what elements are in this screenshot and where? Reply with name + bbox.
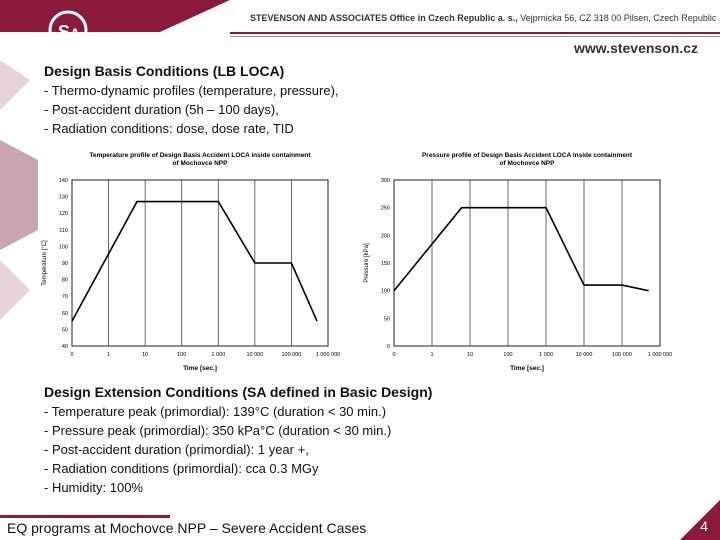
x-tick-label: 10 [142,352,149,358]
company-logo [44,8,106,56]
x-tick-label: 0 [70,352,74,358]
x-tick-label: 10 000 [246,352,264,358]
y-tick-label: 80 [61,277,68,284]
chart-subtitle: of Mochovce NPP [172,160,228,167]
y-tick-label: 120 [58,211,68,218]
section2-bullet: - Pressure peak (primordial): 350 kPa°C (duration < 30 min.) [44,423,392,438]
footer-text: EQ programs at Mochovce NPP – Severe Accident Cases [7,520,367,536]
x-tick-label: 100 000 [612,352,632,358]
x-tick-label: 1 000 [211,352,226,358]
header-rule [230,30,720,40]
y-tick-label: 150 [380,261,390,267]
x-tick-label: 100 [177,352,187,358]
x-tick-label: 100 000 [281,352,302,358]
y-tick-label: 110 [59,227,68,234]
y-tick-label: 0 [386,344,390,350]
section1-bullet: - Thermo-dynamic profiles (temperature, pressure), [44,83,339,98]
svg-text:S: S [58,22,71,42]
company-info [250,13,716,23]
section1-bullet: - Radiation conditions: dose, dose rate, TID [44,121,294,136]
y-tick-label: 50 [61,327,68,334]
section2-bullet: - Temperature peak (primordial): 139°C (duration < 30 min.) [44,404,387,419]
section2-bullet: - Humidity: 100% [44,480,143,495]
y-tick-label: 50 [383,316,390,323]
y-tick-label: 90 [61,261,68,267]
y-tick-label: 100 [58,244,68,251]
chart-subtitle: of Mochovce NPP [499,160,555,167]
x-tick-label: 1 000 000 [647,352,673,358]
y-tick-label: 140 [58,178,68,184]
temperature-chart [38,148,348,378]
plot-frame [394,180,660,346]
y-tick-label: 300 [380,178,390,184]
x-tick-label: 10 000 [575,352,593,358]
website-url[interactable]: www.stevenson.cz [574,40,698,56]
y-tick-label: 70 [61,294,68,301]
y-tick-label: 40 [61,344,68,350]
pressure-chart [360,148,680,378]
page-number: 4 [700,518,708,534]
company-name: STEVENSON AND ASSOCIATES Office in Czech Republic a. s., [250,13,518,23]
y-axis-label: Temperature [°C] [42,240,48,286]
section2-title: Design Extension Conditions (SA defined in Basic Design) [44,384,433,400]
svg-text:A: A [70,25,81,41]
x-tick-label: 1 000 [539,352,553,358]
x-tick-label: 10 [466,352,474,358]
y-tick-label: 250 [380,205,390,212]
section2-bullet: - Radiation conditions (primordial): cca 0.3 MGy [44,461,319,476]
footer-rule [0,515,170,518]
y-tick-label: 60 [61,310,68,317]
left-decoration [0,0,40,540]
y-tick-label: 130 [58,194,68,201]
x-tick-label: 1 [430,352,434,358]
section2-bullet: - Post-accident duration (primordial): 1 year +, [44,442,309,457]
logo-label: CZ [64,49,74,56]
x-tick-label: 100 [503,352,513,358]
section1-title: Design Basis Conditions (LB LOCA) [44,63,285,79]
x-tick-label: 1 000 000 [315,352,341,358]
x-axis-label: Time [sec.] [510,365,544,372]
x-axis-label: Time [sec.] [183,365,217,372]
chart-title: Pressure profile of Design Basis Accident LOCA inside containment [421,152,633,159]
y-tick-label: 100 [380,288,390,295]
section1-bullet: - Post-accident duration (5h – 100 days), [44,102,279,117]
x-tick-label: 1 [107,352,111,358]
y-tick-label: 200 [380,233,390,240]
x-tick-label: 0 [392,352,396,358]
company-address: Vejprnicka 56, CZ 318 00 Pilsen, Czech Republic [517,13,717,23]
chart-title: Temperature profile of Design Basis Accident LOCA inside containment [89,152,311,159]
page-number-box [660,500,720,540]
y-axis-label: Pressure [kPa] [364,243,370,283]
